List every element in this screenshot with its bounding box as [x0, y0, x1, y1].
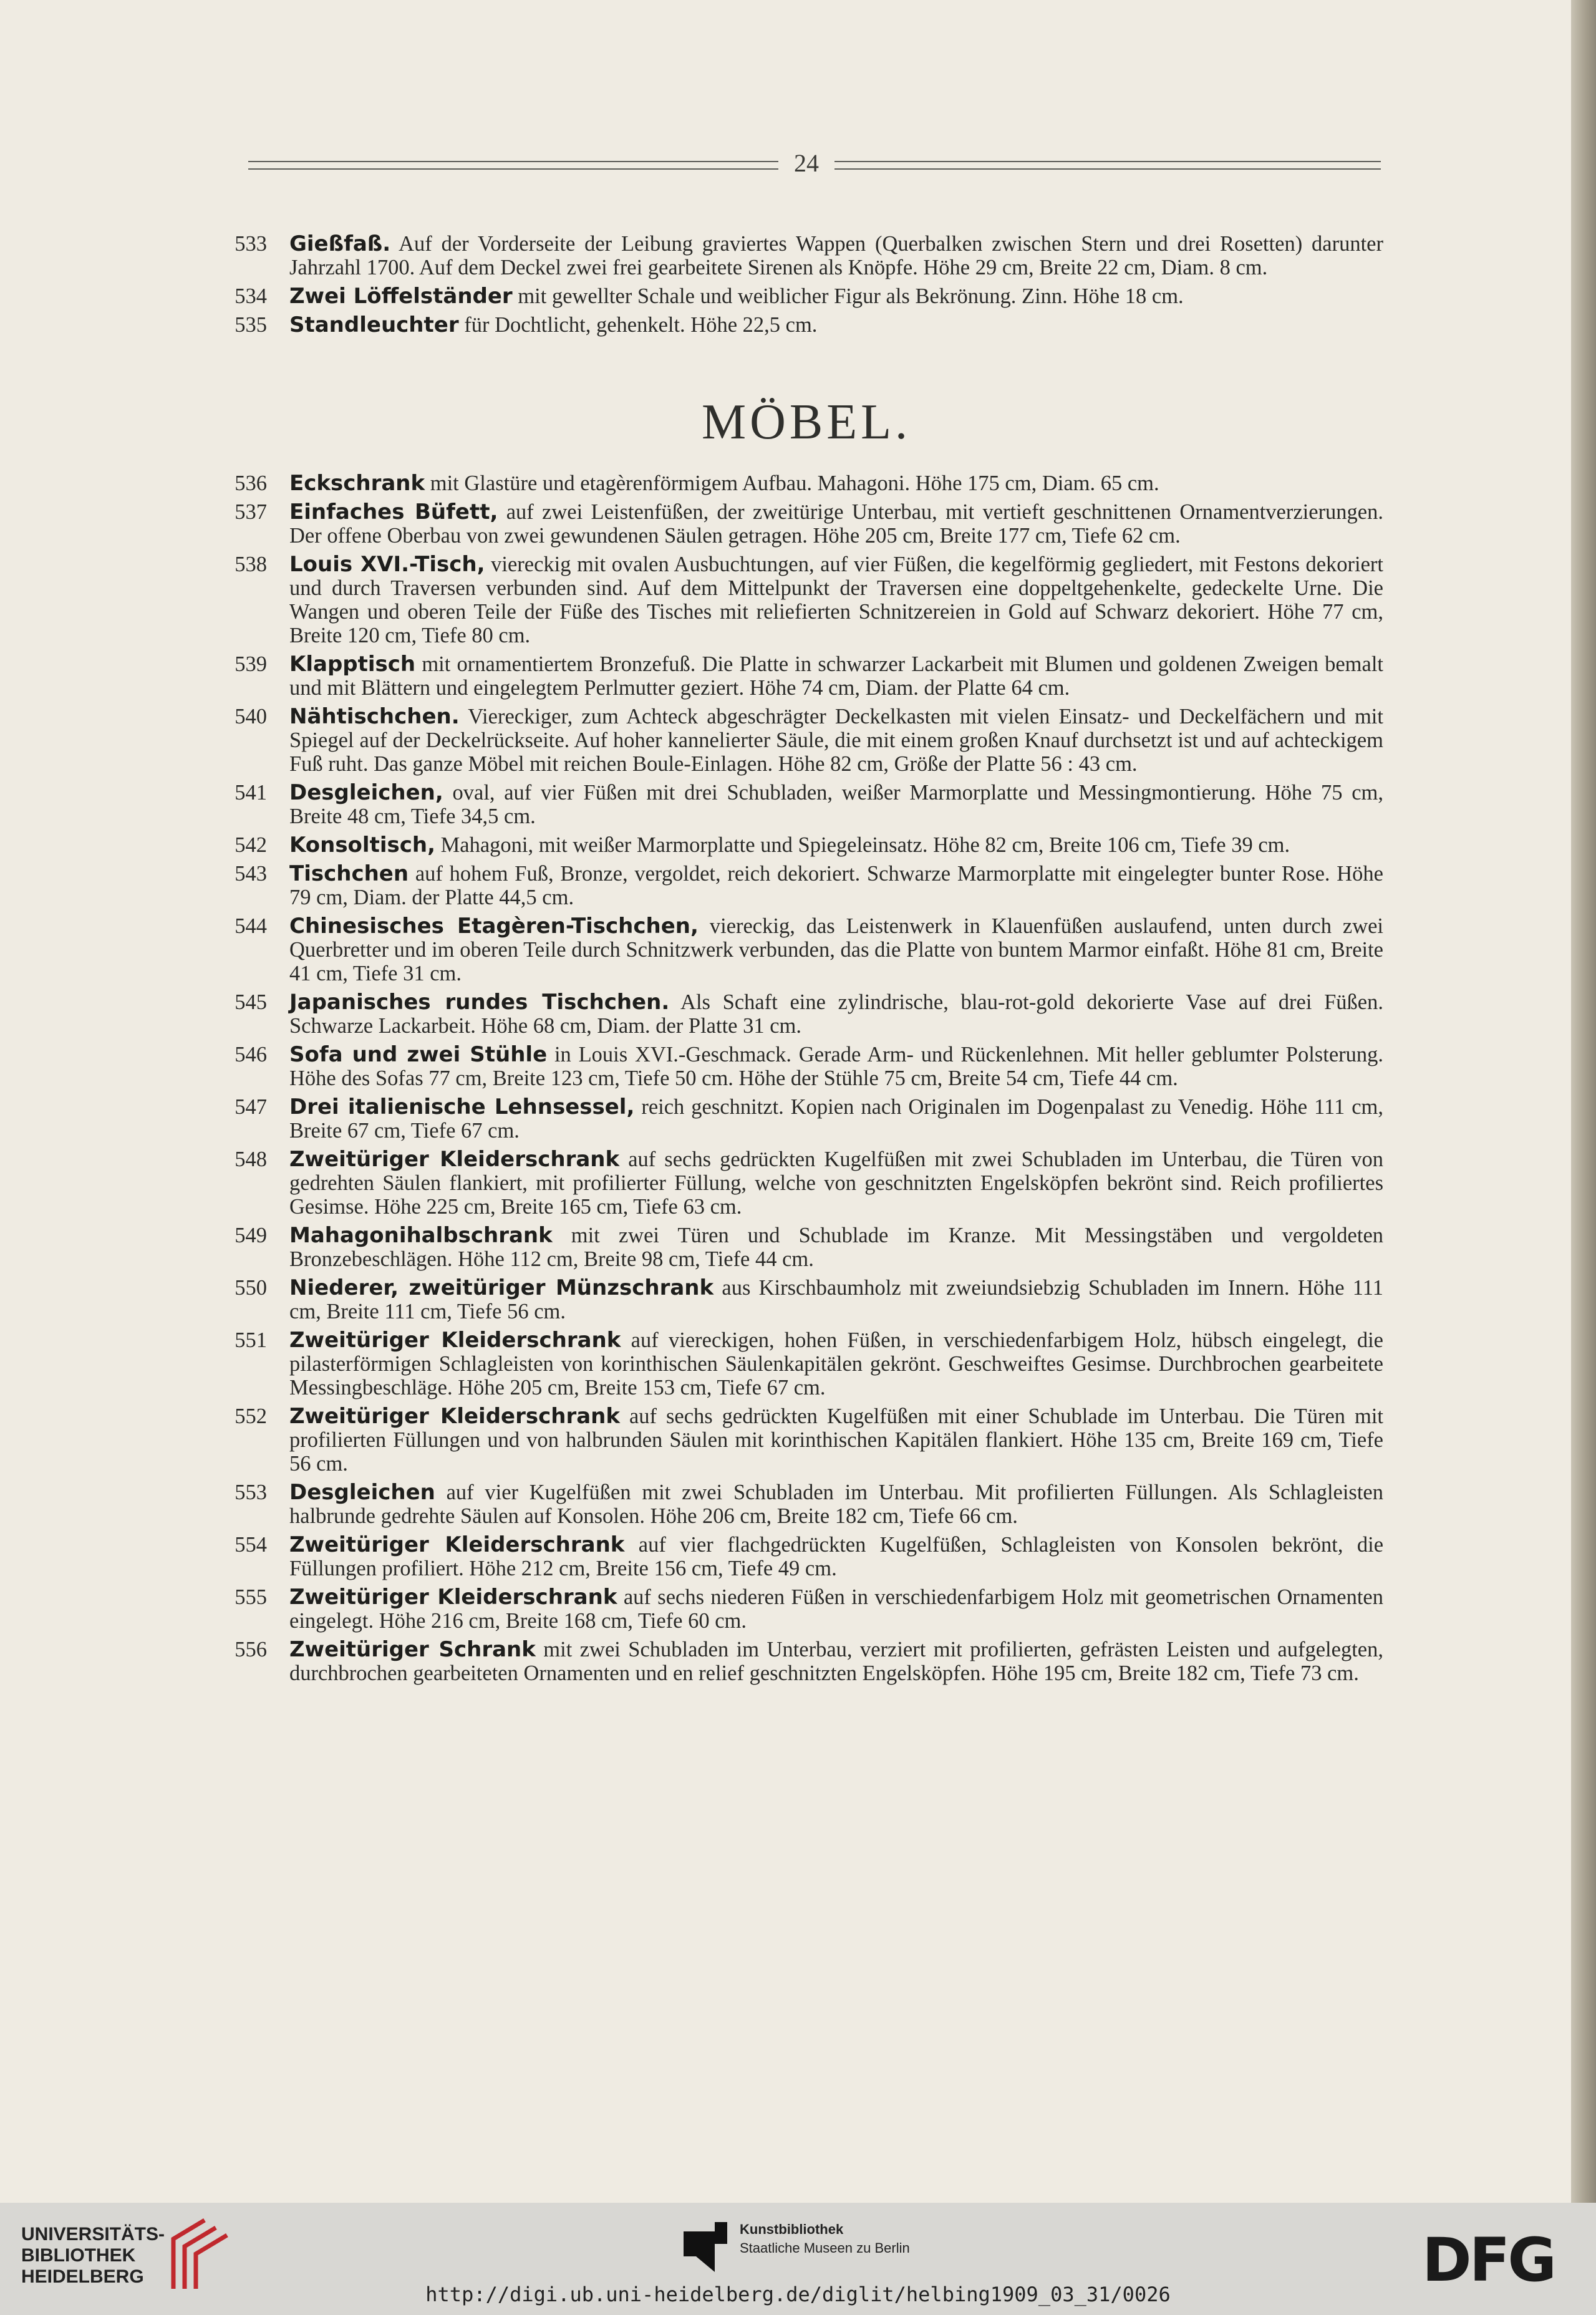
catalog-entry [230, 1095, 1383, 1143]
entry-heading: Louis XVI.-Tisch, [289, 552, 485, 577]
header-rule-left [248, 161, 778, 170]
entry-heading: Einfaches Büfett, [289, 500, 498, 524]
entry-heading: Zweitüriger Kleiderschrank [289, 1404, 620, 1429]
entry-heading: Zweitüriger Kleiderschrank [289, 1585, 617, 1610]
catalog-entry [230, 500, 1383, 548]
page-number: 24 [794, 149, 819, 177]
ub-logo-line-3: HEIDELBERG [21, 2266, 144, 2287]
catalog-entries [230, 232, 1383, 1690]
viewer-footer [0, 2203, 1596, 2315]
entry-description: Als Schaft eine zylindrische, blau-rot-gold dekorierte Vase auf drei Füßen. Schwarze Lackarbeit. Höhe 68 cm, Diam. der Platte 31 cm. [289, 990, 1383, 1038]
catalog-entry [230, 1585, 1383, 1633]
entry-description: auf sechs niederen Füßen in verschiedenfarbigem Holz mit geometrischen Ornamenten eingelegt. Höhe 216 cm, Breite 168 cm, Tiefe 60 cm. [289, 1585, 1383, 1633]
catalog-entry [230, 652, 1383, 700]
catalog-entry [230, 1148, 1383, 1219]
ub-logo-line-2: BIBLIOTHEK [21, 2245, 136, 2266]
kunstbibliothek-icon [677, 2219, 740, 2275]
entry-description: auf zwei Leistenfüßen, der zweitürige Unterbau, mit vertieft geschnittenen Ornamentverzierungen. Der offene Oberbau von zwei gewundenen Säulen getragen. Höhe 205 cm, Breite 177 cm, Tiefe 62 cm. [289, 500, 1383, 548]
entry-heading: Desgleichen, [289, 780, 443, 805]
running-head [248, 147, 1381, 185]
section-gap [230, 342, 1383, 394]
header-rule-right [834, 161, 1381, 170]
catalog-entry [230, 1043, 1383, 1090]
catalog-entry [230, 1481, 1383, 1528]
entry-heading: Desgleichen [289, 1480, 435, 1505]
entry-number: 552 [235, 1404, 267, 1428]
entry-description: auf sechs gedrückten Kugelfüßen mit zwei Schubladen im Unterbau, die Türen von gedrehten Säulen flankiert, mit profilierter Füllung, welche von geschnitzten Engelsköpfen bekrönt sind. Reich profiliertes Gesimse. Höhe 225 cm, Breite 165 cm, Tiefe 63 cm. [289, 1148, 1383, 1219]
catalog-entry [230, 1224, 1383, 1271]
entry-number: 545 [235, 990, 267, 1014]
entry-description: in Louis XVI.-Geschmack. Gerade Arm- und Rückenlehnen. Mit heller geblumter Polsterung. Höhe des Sofas 77 cm, Breite 123 cm, Tiefe 50 cm. Höhe der Stühle 75 cm, Breite 54 cm, Tiefe 44 cm. [289, 1043, 1383, 1090]
kb-line-2: Staatliche Museen zu Berlin [740, 2240, 910, 2256]
entry-description: Mahagoni, mit weißer Marmorplatte und Spiegeleinsatz. Höhe 82 cm, Breite 106 cm, Tiefe 39 cm. [440, 833, 1290, 857]
entry-heading: Niederer, zweitüriger Münzschrank [289, 1275, 714, 1300]
entry-description: mit zwei Schubladen im Unterbau, verziert mit profilierten, gefrästen Leisten und aufgelegten, durchbrochen gearbeiteten Ornamenten und en relief geschnitzten Engelsköpfen. Höhe 195 cm, Breite 182 cm, Tiefe 73 cm. [289, 1638, 1383, 1685]
entry-description: aus Kirschbaumholz mit zweiundsiebzig Schubladen im Innern. Höhe 111 cm, Breite 111 cm, Tiefe 56 cm. [289, 1276, 1383, 1323]
entry-description: auf hohem Fuß, Bronze, vergoldet, reich dekoriert. Schwarze Marmorplatte mit eingelegter bunter Rose. Höhe 79 cm, Diam. der Platte 44,5 cm. [289, 862, 1383, 909]
catalog-entry [230, 990, 1383, 1038]
entry-heading: Zweitüriger Kleiderschrank [289, 1147, 620, 1172]
catalog-entry [230, 833, 1383, 857]
entry-number: 538 [235, 553, 267, 576]
kb-line-1: Kunstbibliothek [740, 2221, 844, 2237]
entry-description: oval, auf vier Füßen mit drei Schubladen, weißer Marmorplatte und Messingmontierung. Höhe 75 cm, Breite 48 cm, Tiefe 34,5 cm. [289, 781, 1383, 828]
catalog-entry [230, 914, 1383, 985]
entry-description: mit Glastüre und etagèrenförmigem Aufbau. Mahagoni. Höhe 175 cm, Diam. 65 cm. [430, 471, 1159, 495]
entry-heading: Sofa und zwei Stühle [289, 1042, 548, 1067]
catalog-entry [230, 862, 1383, 909]
catalog-entry [230, 1533, 1383, 1580]
kunstbibliothek-logo[interactable] [740, 2220, 910, 2258]
book-gutter [1571, 0, 1596, 2203]
entry-number: 539 [235, 652, 267, 676]
catalog-entry [230, 781, 1383, 828]
entry-description: viereckig mit ovalen Ausbuchtungen, auf vier Füßen, die kegelförmig gegliedert, mit Festons dekoriert und durch Traversen verbunden sind. Auf dem Mittelpunkt der Traversen eine doppeltgehenkelte, gedeckelte Urne. Die Wangen und oberen Teile der Füße des Tisches mit reliefierten Schnitzereien in Gold auf Schwarz dekoriert. Höhe 77 cm, Breite 120 cm, Tiefe 80 cm. [289, 553, 1384, 647]
entry-heading: Drei italienische Lehnsessel, [289, 1095, 635, 1119]
entry-heading: Standleuchter [289, 312, 459, 337]
entry-heading: Zwei Löffelständer [289, 284, 513, 309]
catalog-entry [230, 553, 1383, 647]
entry-heading: Gießfaß. [289, 231, 391, 256]
entries-before-section [230, 232, 1383, 337]
entry-heading: Klapptisch [289, 652, 416, 677]
entry-number: 541 [235, 781, 267, 805]
entry-number: 546 [235, 1043, 267, 1066]
entry-description: mit gewellter Schale und weiblicher Figur als Bekrönung. Zinn. Höhe 18 cm. [518, 284, 1184, 308]
entry-number: 543 [235, 862, 267, 886]
entry-number: 534 [235, 284, 267, 308]
ub-heidelberg-logo[interactable] [21, 2224, 165, 2288]
entry-heading: Zweitüriger Schrank [289, 1637, 536, 1662]
dfg-logo[interactable]: DFG [1422, 2225, 1555, 2295]
catalog-entry [230, 232, 1383, 279]
entry-number: 537 [235, 500, 267, 524]
entry-heading: Konsoltisch, [289, 833, 435, 858]
catalog-entry [230, 1328, 1383, 1399]
entry-description: mit zwei Türen und Schublade im Kranze. Mit Messingstäben und vergoldeten Bronzebeschlägen. Höhe 112 cm, Breite 98 cm, Tiefe 44 cm. [289, 1224, 1384, 1271]
entry-number: 550 [235, 1276, 267, 1300]
entry-description: reich geschnitzt. Kopien nach Originalen im Dogenpalast zu Venedig. Höhe 111 cm, Breite 67 cm, Tiefe 67 cm. [289, 1095, 1384, 1143]
catalog-entry [230, 1638, 1383, 1685]
entry-number: 556 [235, 1638, 267, 1661]
section-title: MÖBEL. [702, 395, 911, 450]
entry-heading: Japanisches rundes Tischchen. [289, 990, 670, 1015]
entry-number: 535 [235, 313, 267, 337]
entry-description: auf vier flachgedrückten Kugelfüßen, Schlagleisten von Konsolen bekrönt, die Füllungen profiliert. Höhe 212 cm, Breite 156 cm, Tiefe 49 cm. [289, 1533, 1384, 1580]
entry-number: 555 [235, 1585, 267, 1609]
entry-number: 536 [235, 471, 267, 495]
catalog-entry [230, 1276, 1383, 1323]
entry-heading: Tischchen [289, 861, 409, 886]
ub-logo-line-1: UNIVERSITÄTS- [21, 2224, 165, 2245]
entry-description: mit ornamentiertem Bronzefuß. Die Platte in schwarzer Lackarbeit mit Blumen und goldenen Zweigen bemalt und mit Blättern und eingelegtem Perlmutter geziert. Höhe 74 cm, Diam. der Platte 64 cm. [289, 652, 1384, 700]
catalog-entry [230, 471, 1383, 495]
entry-number: 542 [235, 833, 267, 857]
entry-number: 548 [235, 1148, 267, 1171]
catalog-entry [230, 284, 1383, 308]
entry-number: 549 [235, 1224, 267, 1247]
entry-heading: Eckschrank [289, 471, 425, 496]
entry-description: für Dochtlicht, gehenkelt. Höhe 22,5 cm. [464, 313, 818, 337]
entries-moebel [230, 471, 1383, 1685]
entry-description: auf vier Kugelfüßen mit zwei Schubladen im Unterbau. Mit profilierten Füllungen. Als Schlagleisten halbrunde gedrehte Säulen auf Konsolen. Höhe 206 cm, Breite 182 cm, Tiefe 66 cm. [289, 1481, 1383, 1528]
entry-number: 554 [235, 1533, 267, 1557]
entry-description: Viereckiger, zum Achteck abgeschrägter Deckelkasten mit vielen Einsatz- und Deckelfächern und mit Spiegel auf der Deckelrückseite. Auf hoher kannelierter Säule, die mit einem großen Knauf durchsetzt ist und auf achteckigem Fuß ruht. Das ganze Möbel mit reichen Boule-Einlagen. Höhe 82 cm, Größe der Platte 56 : 43 cm. [289, 705, 1383, 776]
page-url[interactable]: http://digi.ub.uni-heidelberg.de/diglit/helbing1909_03_31/0026 [425, 2283, 1171, 2306]
entry-number: 553 [235, 1481, 267, 1504]
entry-number: 544 [235, 914, 267, 938]
entry-heading: Nähtischchen. [289, 704, 460, 729]
catalog-entry [230, 1404, 1383, 1476]
catalog-entry [230, 705, 1383, 776]
entry-heading: Zweitüriger Kleiderschrank [289, 1532, 625, 1557]
entry-description: auf viereckigen, hohen Füßen, in verschiedenfarbigem Holz, hübsch eingelegt, die pilasterförmigen Schlagleisten von korinthischen Säulenkapitälen gekrönt. Geschweiftes Gesimse. Durchbrochen gearbeitete Messingbeschläge. Höhe 205 cm, Breite 153 cm, Tiefe 67 cm. [289, 1328, 1383, 1399]
catalog-entry [230, 313, 1383, 337]
entry-heading: Mahagonihalbschrank [289, 1223, 553, 1248]
entry-number: 540 [235, 705, 267, 728]
entry-number: 547 [235, 1095, 267, 1119]
entry-number: 533 [235, 232, 267, 256]
entry-heading: Zweitüriger Kleiderschrank [289, 1328, 621, 1353]
entry-description: viereckig, das Leistenwerk in Klauenfüßen auslaufend, unten durch zwei Querbretter und im oberen Teile durch Schnitzwerk verbunden, das die Platte von buntem Marmor einfaßt. Höhe 81 cm, Breite 41 cm, Tiefe 31 cm. [289, 914, 1384, 985]
entry-description: Auf der Vorderseite der Leibung graviertes Wappen (Querbalken zwischen Stern und drei Rosetten) darunter Jahrzahl 1700. Auf dem Deckel zwei frei gearbeitete Sirenen als Knöpfe. Höhe 29 cm, Breite 22 cm, Diam. 8 cm. [289, 232, 1383, 279]
entry-heading: Chinesisches Etagèren-Tischchen, [289, 914, 699, 939]
entry-number: 551 [235, 1328, 267, 1352]
entry-description: auf sechs gedrückten Kugelfüßen mit einer Schublade im Unterbau. Die Türen mit profilierten Füllungen und von halbrunden Säulen mit korinthischen Kapitälen flankiert. Höhe 135 cm, Breite 169 cm, Tiefe 56 cm. [289, 1404, 1383, 1476]
